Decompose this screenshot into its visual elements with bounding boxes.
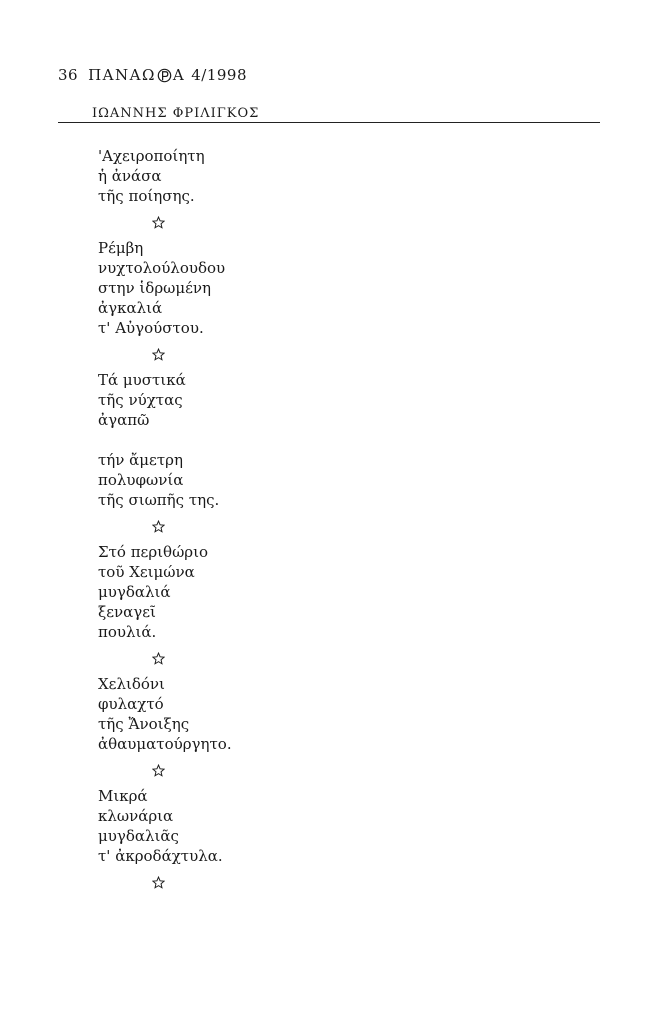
page-number: 36 [58,66,79,84]
header-rule [58,122,600,123]
poem-line: κλωνάρια [98,807,174,825]
poem-line: ἡ ἀνάσα [98,167,162,185]
poem-line: νυχτολούλουδου [98,259,226,277]
poem-line: τ' ἀκροδάχτυλα. [98,847,223,865]
running-head [58,66,247,84]
poem-line: τῆς νύχτας [98,391,183,409]
poem-line: ἀγκαλιά [98,299,163,317]
star-separator-icon [98,208,578,234]
poem-line: τῆς ποίησης. [98,187,195,205]
stanza-4 [98,542,578,642]
star-separator-icon [98,340,578,366]
poem-line: μυγδαλιᾶς [98,827,179,845]
poem-line: τοῦ Χειμώνα [98,563,195,581]
poem-line: Τά μυστικά [98,371,186,389]
stanza-6 [98,786,578,866]
poem-line: τῆς Ἄνοιξης [98,715,190,733]
journal-title-part1: ΠΑΝΑΩ [88,66,156,84]
issue-number: 4/1998 [191,66,248,84]
stanza-5 [98,674,578,754]
author-name: ΙΩΑΝΝΗΣ ΦΡΙΛΙΓΚΟΣ [92,106,260,121]
poem-line: Στό περιθώριο [98,543,209,561]
poem-line: 'Αχειροποίητη [98,147,205,165]
star-separator-icon [98,644,578,670]
poem-line: Μικρά [98,787,148,805]
journal-title-part2: Α [172,66,186,84]
star-separator-icon [98,868,578,894]
poem-line: μυγδαλιά [98,583,171,601]
poem-line: Ρέμβη [98,239,144,257]
poem-line: τ' Αὐγούστου. [98,319,204,337]
poem-line: ἀθαυματούργητο. [98,735,232,753]
stanza-3 [98,370,578,510]
stanza-gap [98,430,578,450]
stanza-2 [98,238,578,338]
poem-line: Χελιδόνι [98,675,165,693]
poem-line: ἀγαπῶ [98,411,150,429]
poem-line: τήν ἄμετρη [98,451,183,469]
stanza-1 [98,146,578,206]
poem-line: τῆς σιωπῆς της. [98,491,220,509]
poem-line: ξεναγεῖ [98,603,156,621]
poem-line: πολυφωνία [98,471,184,489]
star-separator-icon [98,512,578,538]
poem-line: φυλαχτό [98,695,164,713]
star-separator-icon [98,756,578,782]
poem-line: πουλιά. [98,623,157,641]
journal-logo-icon [157,68,172,83]
poem [98,142,578,898]
poem-line: στην ἱδρωμένη [98,279,211,297]
